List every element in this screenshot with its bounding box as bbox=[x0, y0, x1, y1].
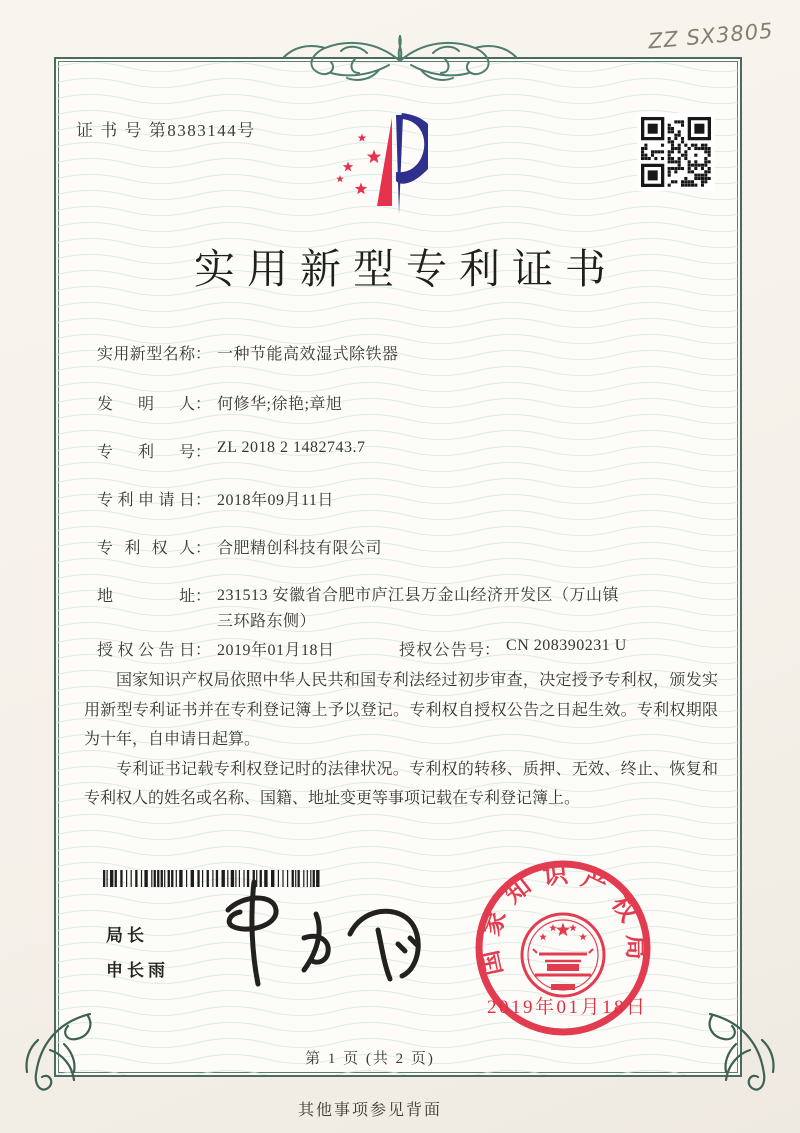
field-label: 地址 bbox=[97, 588, 195, 605]
qr-code bbox=[637, 113, 715, 191]
field-value: 2018年09月11日 bbox=[217, 492, 334, 509]
field-row-grant: 授权公告日： 2019年01月18日 授权公告号： CN 208390231 U bbox=[97, 637, 627, 659]
field-row-name: 实用新型名称： 一种节能高效湿式除铁器 bbox=[97, 341, 715, 364]
field-label: 授权公告日 bbox=[97, 642, 195, 659]
legal-text bbox=[84, 666, 718, 814]
field-row-inventor: 发明人： 何修华;徐艳;章旭 bbox=[97, 391, 715, 414]
legal-paragraph-2: 专利证书记载专利权登记时的法律状况。专利权的转移、质押、无效、终止、恢复和专利权人的姓名或名称、国籍、地址变更等事项记载在专利登记簿上。 bbox=[84, 760, 718, 807]
field-label: 实用新型名称 bbox=[97, 346, 195, 363]
field-value: 合肥精创科技有限公司 bbox=[217, 540, 383, 557]
cnipa-logo-icon bbox=[318, 106, 428, 248]
director-title: 局长 bbox=[106, 926, 148, 945]
field-row-filing-date: 专利申请日： 2018年09月11日 bbox=[97, 487, 715, 510]
field-label: 专利权人 bbox=[97, 540, 195, 557]
page-number: 第 1 页 (共 2 页) bbox=[305, 1051, 435, 1067]
field-label: 专利号 bbox=[97, 444, 195, 461]
field-value: CN 208390231 U bbox=[506, 637, 627, 654]
handwritten-annotation: ZZ SX3805 bbox=[647, 18, 775, 54]
back-note: 其他事项参见背面 bbox=[297, 1102, 442, 1119]
legal-paragraph-1: 国家知识产权局依照中华人民共和国专利法经过初步审查，决定授予专利权，颁发实用新型专利证书并在专利登记簿上予以登记。专利权自授权公告之日起生效。专利权期限为十年，自申请日起算。 bbox=[84, 672, 718, 748]
national-emblem bbox=[522, 914, 604, 996]
field-label: 专利申请日 bbox=[97, 492, 195, 509]
field-value: ZL 2018 2 1482743.7 bbox=[217, 439, 366, 456]
director-name: 申长雨 bbox=[106, 961, 169, 980]
top-border-ornament bbox=[283, 33, 517, 89]
field-label: 发明人 bbox=[97, 396, 195, 413]
field-row-patent-no: 专利号： ZL 2018 2 1482743.7 bbox=[97, 439, 366, 461]
seal-date: 2019年01月18日 bbox=[487, 997, 648, 1018]
field-value: 一种节能高效湿式除铁器 bbox=[217, 346, 399, 363]
field-grant-no: 授权公告号： CN 208390231 U bbox=[399, 637, 627, 659]
field-label: 授权公告号 bbox=[399, 642, 484, 659]
field-row-address: 地址： 231513 安徽省合肥市庐江县万金山经济开发区（万山镇三环路东侧） bbox=[97, 583, 715, 635]
certificate-number: 证 书 号 第8383144号 bbox=[76, 121, 256, 140]
svg-text:国家知识产权局: 国家知识产权局 bbox=[476, 860, 650, 978]
certificate-title: 实用新型专利证书 bbox=[194, 246, 618, 292]
field-value: 2019年01月18日 bbox=[217, 642, 335, 659]
field-row-patentee: 专利权人： 合肥精创科技有限公司 bbox=[97, 535, 715, 558]
field-value: 231513 安徽省合肥市庐江县万金山经济开发区（万山镇三环路东侧） bbox=[217, 587, 620, 630]
director-signature bbox=[212, 876, 447, 994]
field-value: 何修华;徐艳;章旭 bbox=[217, 396, 343, 413]
